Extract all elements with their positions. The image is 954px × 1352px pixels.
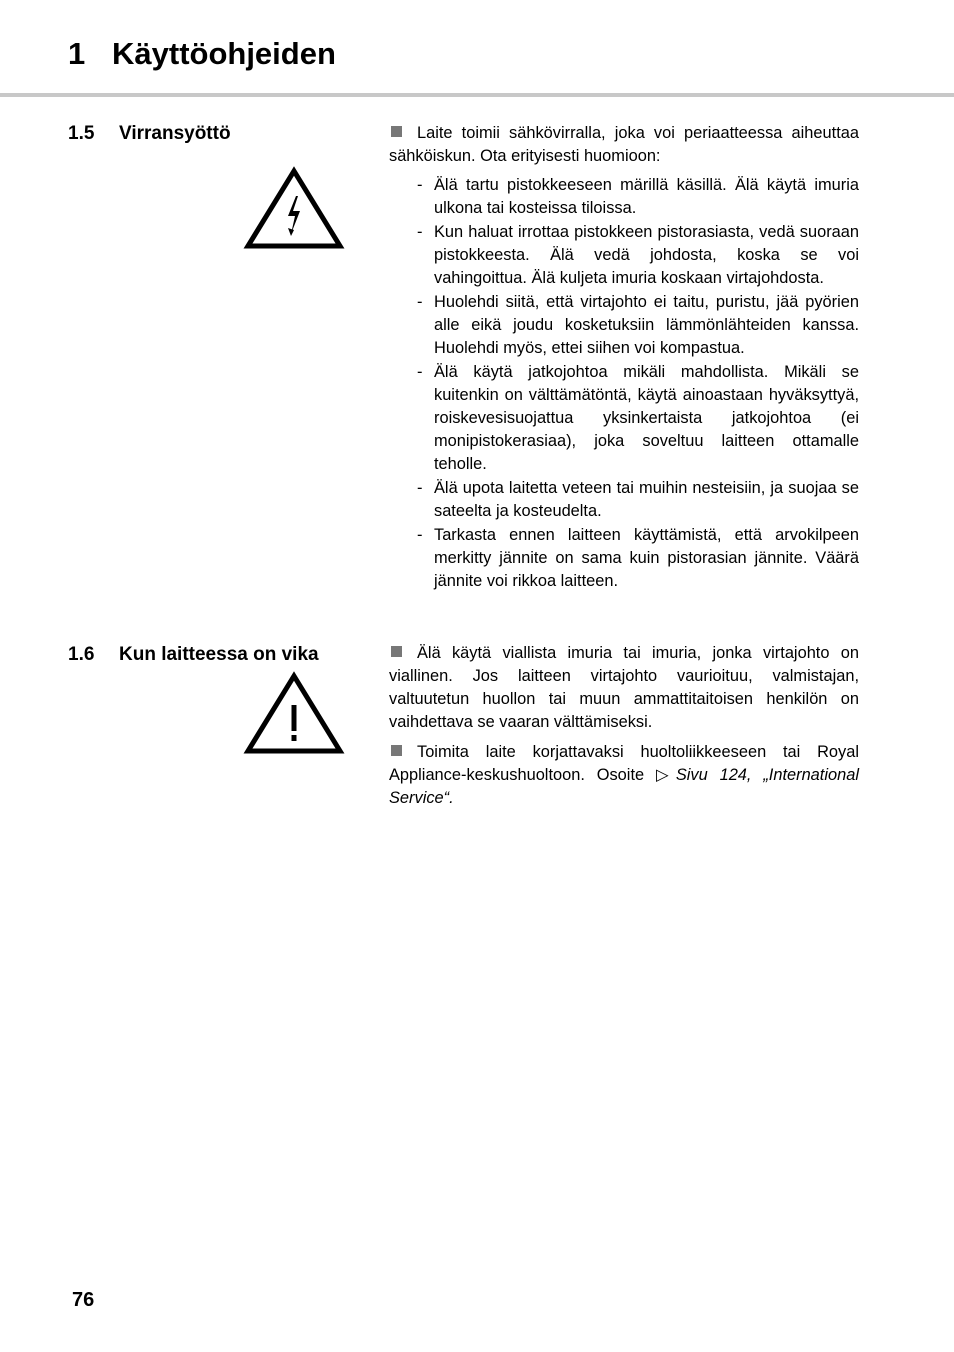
page-header — [0, 0, 954, 94]
section-title: Kun laitteessa on vika — [119, 644, 319, 665]
general-warning-icon — [243, 671, 345, 755]
section-number: 1.5 — [68, 123, 95, 144]
square-bullet-icon — [391, 126, 402, 137]
section-heading-1-6 — [68, 643, 319, 667]
list-item: - Tarkasta ennen laitteen käyttämistä, että arvokilpeen merkitty jännite on sama kuin pistorasian jännite. Väärä jännite voi rikkoa laitteen. — [417, 526, 859, 590]
list-item: - Huolehdi siitä, että virtajohto ei taitu, puristu, jää pyörien alle eikä joudu kosketuksiin lämmönlähteiden kanssa. Huolehdi myös, ettei siihen voi kompastua. — [417, 293, 859, 357]
service-reference-link[interactable]: Sivu 124, „International Service“. — [389, 766, 859, 807]
electric-hazard-icon — [243, 166, 345, 250]
square-bullet-icon — [391, 646, 402, 657]
section-1-6-body — [389, 642, 859, 810]
fault-text: Älä käytä viallista imuria tai imuria, jonka virtajohto on viallinen. Jos laitteen virtajohto vaurioituu, valmistajan, valtuutetun huollon tai muun ammattitaitoisen henkilön on vaihdettava se vaaran välttämiseksi. — [389, 644, 859, 731]
list-item-text: Kun haluat irrottaa pistokkeen pistorasiasta, vedä suoraan pistokkeesta. Älä vedä johdosta, koska se voi vahingoittua. Älä kuljeta imuria koskaan virtajohdosta. — [434, 223, 859, 287]
service-text: Toimita laite korjattavaksi huoltoliikkeeseen tai Royal Appliance-keskushuoltoon. Osoite — [389, 743, 859, 784]
list-item: - Älä upota laitetta veteen tai muihin nesteisiin, ja suojaa se sateelta ja kosteudelta. — [417, 479, 859, 520]
section-title: Virransyöttö — [119, 123, 231, 144]
list-item-text: Älä upota laitetta veteen tai muihin nesteisiin, ja suojaa se sateelta ja kosteudelta. — [434, 479, 859, 520]
section-number: 1.6 — [68, 644, 95, 665]
section-heading-1-5 — [68, 122, 231, 146]
precaution-list — [389, 174, 859, 593]
section-1-5-body — [389, 122, 859, 594]
list-item-text: Huolehdi siitä, että virtajohto ei taitu, puristu, jää pyörien alle eikä joudu kosketuksiin lämmönlähteiden kanssa. Huolehdi myös, ettei siihen voi kompastua. — [434, 293, 859, 357]
fault-paragraph — [389, 642, 859, 734]
chapter-title-text: Käyttöohjeiden — [112, 36, 336, 71]
header-divider — [0, 93, 954, 97]
chapter-number: 1 — [68, 36, 86, 71]
list-item-text: Älä tartu pistokkeeseen märillä käsillä. Älä käytä imuria ulkona tai kosteissa tiloissa. — [434, 176, 859, 217]
service-paragraph — [389, 741, 859, 810]
list-item: - Älä tartu pistokkeeseen märillä käsillä. Älä käytä imuria ulkona tai kosteissa tiloissa. — [417, 176, 859, 217]
square-bullet-icon — [391, 745, 402, 756]
list-item-text: Tarkasta ennen laitteen käyttämistä, että arvokilpeen merkitty jännite on sama kuin pistorasian jännite. Väärä jännite voi rikkoa laitteen. — [434, 526, 859, 590]
list-item-text: Älä käytä jatkojohtoa mikäli mahdollista. Mikäli se kuitenkin on välttämätöntä, käytä ainoastaan hyväksyttyä, roiskevesisuojattua yksinkertaista jatkojohtoa (ei monipistokerasiaa), joka soveltuu laitteen ottamalle teholle. — [434, 363, 859, 473]
list-item: - Älä käytä jatkojohtoa mikäli mahdollista. Mikäli se kuitenkin on välttämätöntä, käytä ainoastaan hyväksyttyä, roiskevesisuojattua yksinkertaista jatkojohtoa (ei monipistokerasiaa), joka soveltuu laitteen ottamalle teholle. — [417, 363, 859, 473]
page-number: 76 — [72, 1289, 95, 1311]
intro-text: Laite toimii sähkövirralla, joka voi periaatteessa aiheuttaa sähköiskun. Ota erityisesti huomioon: — [389, 124, 859, 165]
reference-arrow-icon: ▷ — [655, 766, 676, 784]
chapter-title — [68, 34, 336, 74]
list-item: - Kun haluat irrottaa pistokkeen pistorasiasta, vedä suoraan pistokkeesta. Älä vedä johdosta, koska se voi vahingoittua. Älä kuljeta imuria koskaan virtajohdosta. — [417, 223, 859, 287]
intro-paragraph — [389, 122, 859, 168]
